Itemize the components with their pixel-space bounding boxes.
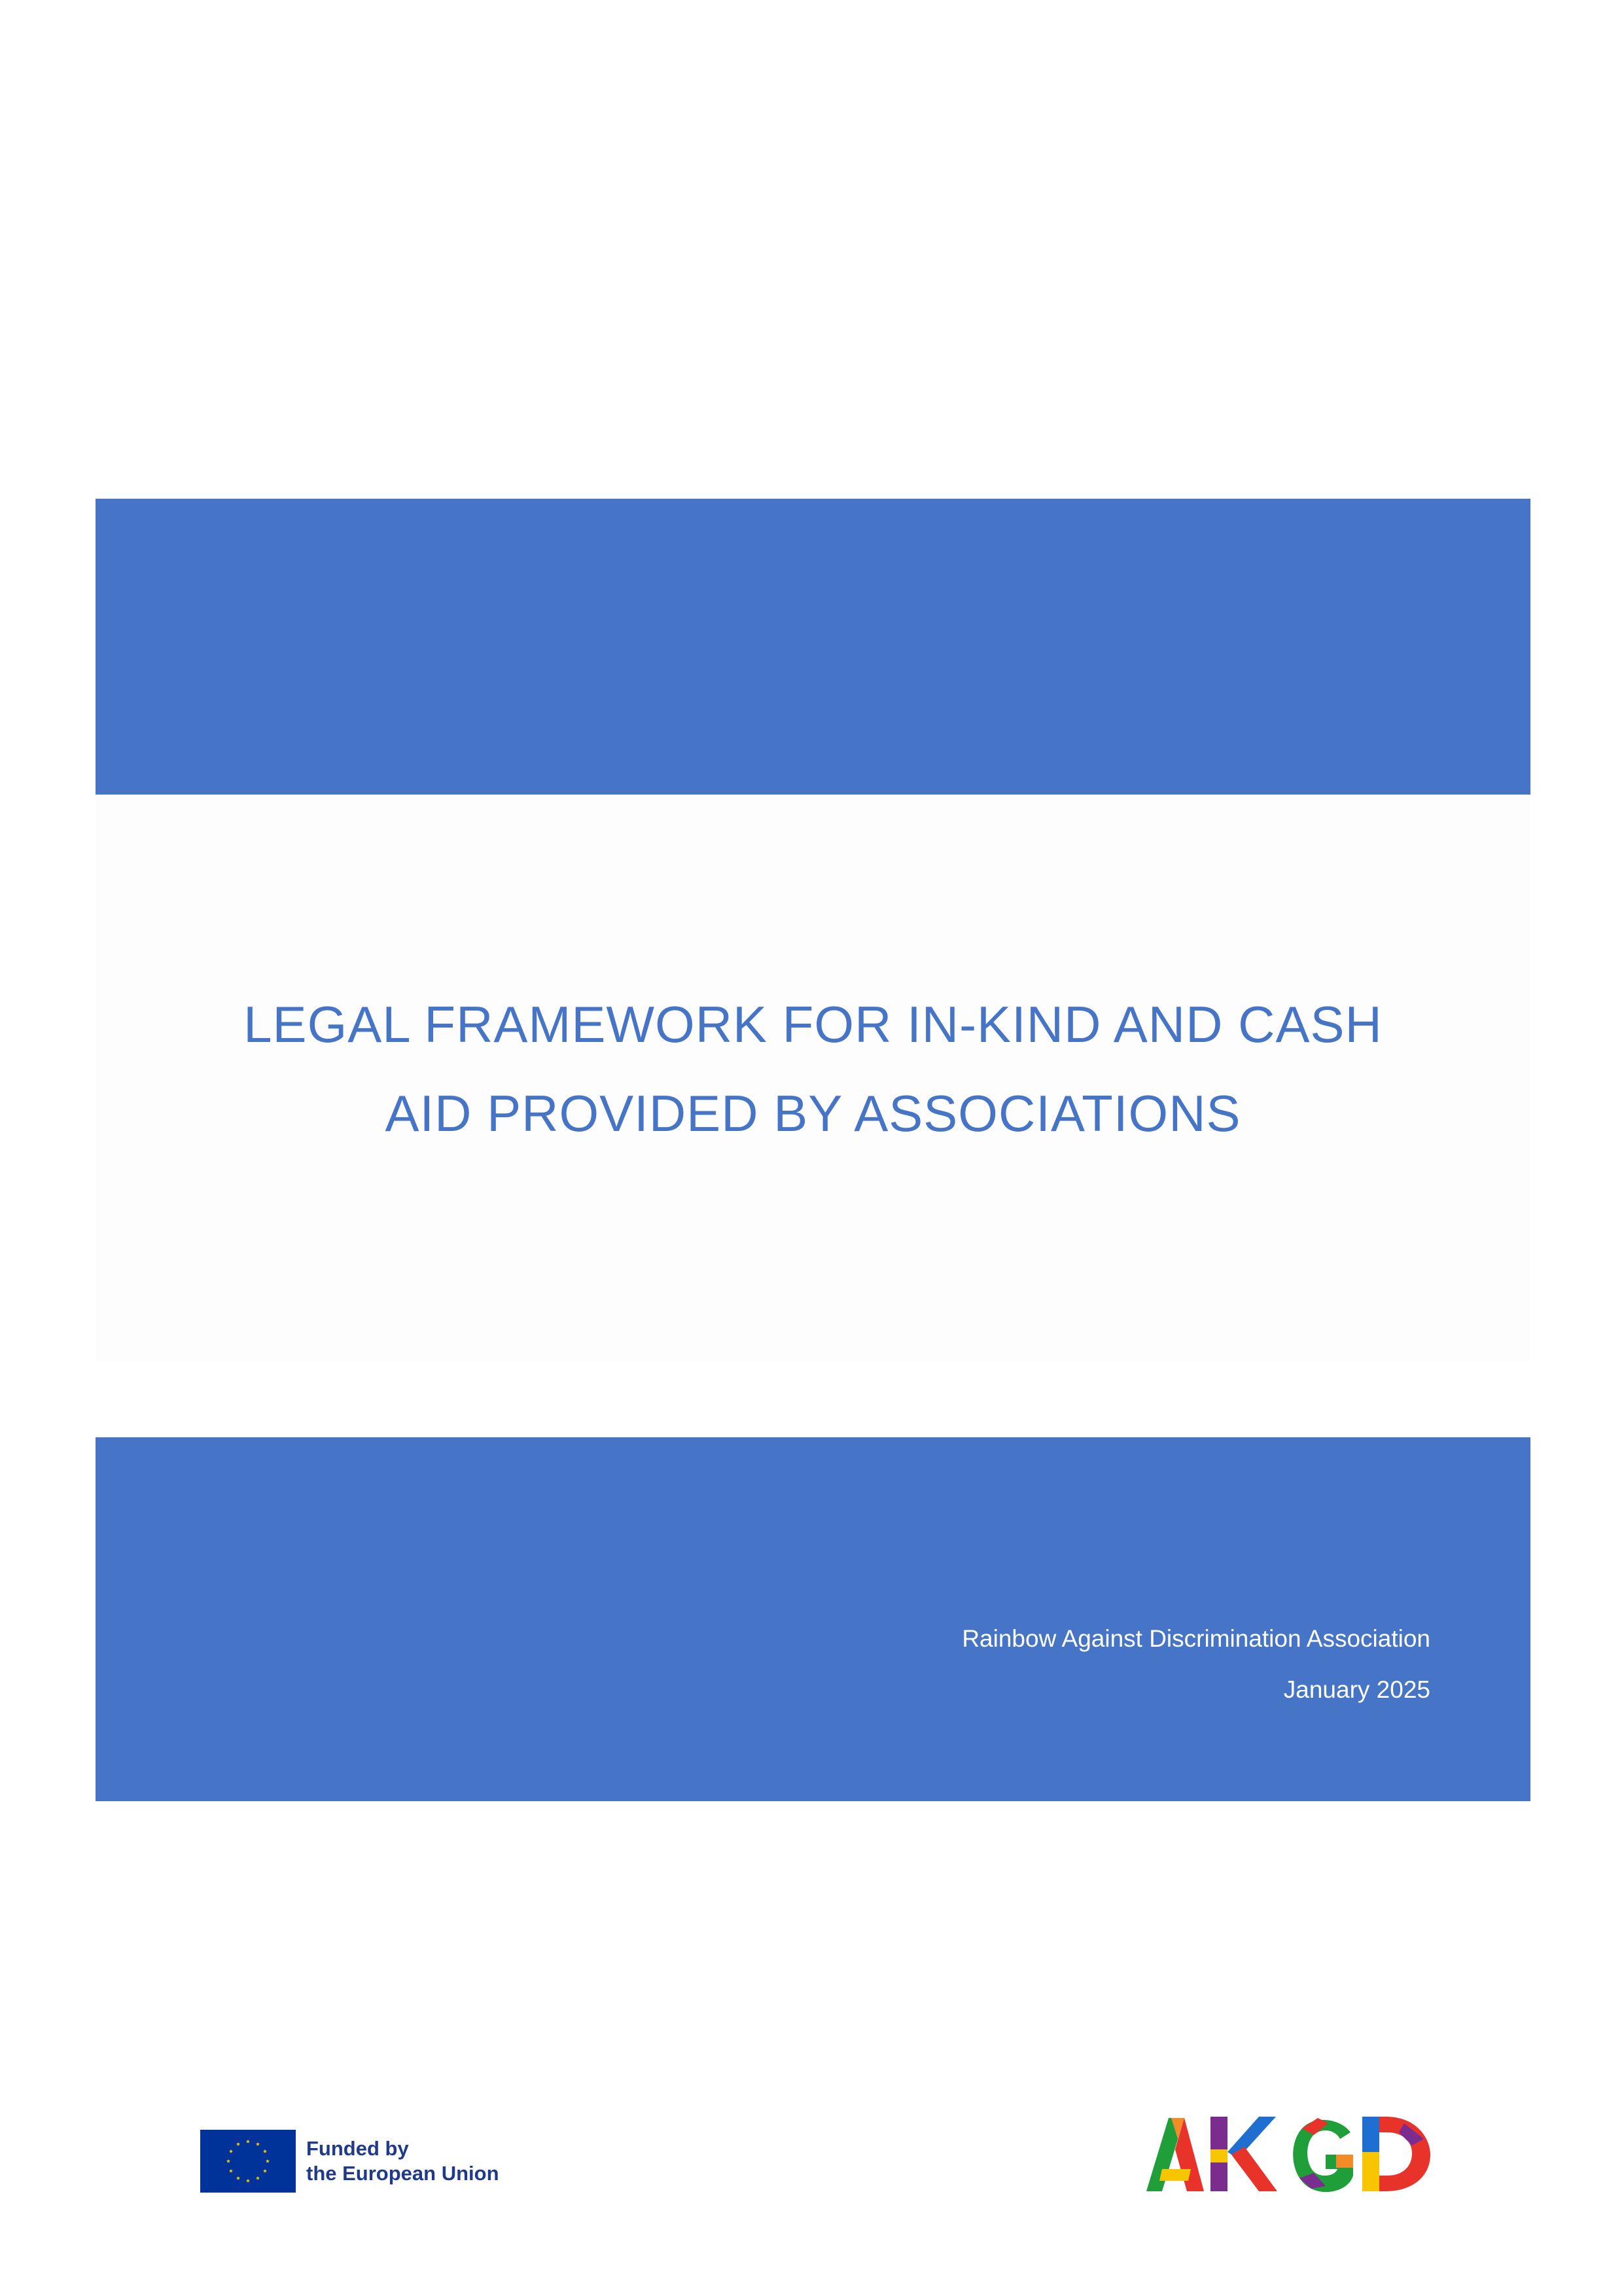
eu-text-line-2: the European Union (306, 2162, 499, 2185)
eu-text-line-1: Funded by (306, 2137, 409, 2160)
akgd-logo-icon (1142, 2113, 1432, 2194)
document-title (243, 980, 1383, 1158)
eu-flag-icon (200, 2130, 296, 2193)
title-line-1: LEGAL FRAMEWORK FOR IN-KIND AND CASH (243, 996, 1383, 1053)
top-banner (96, 499, 1530, 795)
cover-meta (962, 1613, 1430, 1715)
title-panel (96, 795, 1530, 1361)
eu-funding-logo (200, 2130, 527, 2193)
organization-name: Rainbow Against Discrimination Association (962, 1625, 1430, 1652)
bottom-banner (96, 1437, 1530, 1801)
publication-date: January 2025 (1283, 1676, 1430, 1703)
eu-funding-text (306, 2136, 499, 2186)
title-line-2: AID PROVIDED BY ASSOCIATIONS (385, 1085, 1241, 1142)
